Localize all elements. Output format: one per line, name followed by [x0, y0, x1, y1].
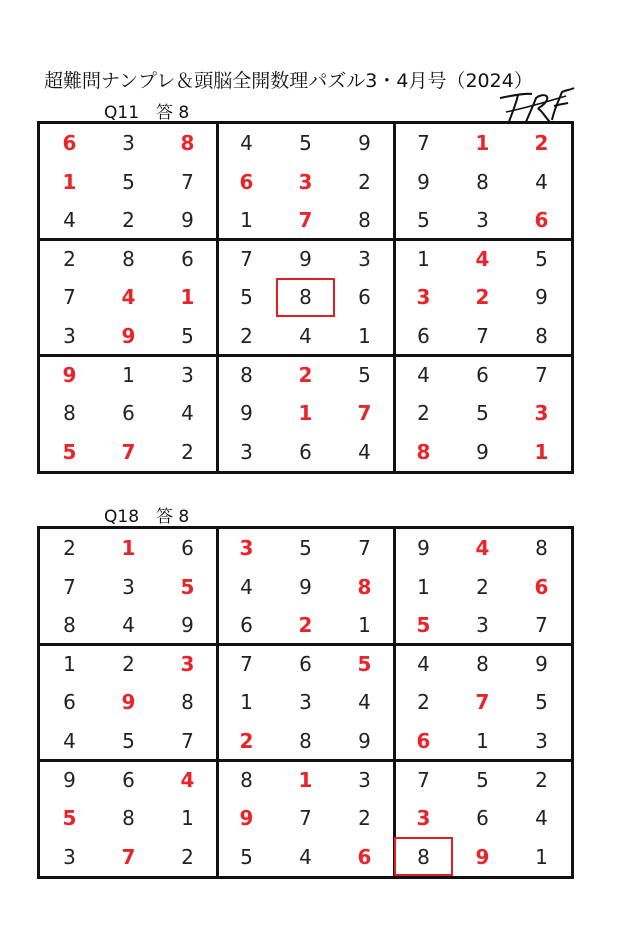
grid-cell-r6c9: 8 [535, 324, 548, 349]
grid-cell-r4c8: 8 [476, 651, 489, 676]
grid-cell-r3c9: 6 [534, 208, 549, 233]
grid-cell-r2c4: 4 [240, 574, 253, 599]
grid-cell-r1c1: 2 [63, 536, 76, 561]
grid-cell-r5c4: 5 [240, 285, 253, 310]
grid-cell-r1c8: 4 [475, 536, 490, 561]
grid-cell-r6c4: 2 [240, 324, 253, 349]
grid-cell-r7c5: 1 [298, 767, 313, 792]
grid-cell-r9c9: 1 [535, 844, 548, 869]
grid-cell-r7c1: 9 [62, 362, 77, 387]
grid-cell-r4c6: 5 [357, 651, 372, 676]
grid-cell-r7c3: 4 [180, 767, 195, 792]
grid-cell-r7c5: 2 [298, 362, 313, 387]
grid-cell-r1c8: 1 [475, 131, 490, 156]
grid-cell-r7c8: 5 [476, 767, 489, 792]
grid-cell-r5c1: 7 [63, 285, 76, 310]
grid-cell-r6c5: 4 [299, 324, 312, 349]
grid-cell-r7c9: 7 [535, 362, 548, 387]
grid-cell-r3c3: 9 [181, 208, 194, 233]
grid-cell-r2c1: 1 [62, 169, 77, 194]
grid-cell-r4c3: 6 [181, 246, 194, 271]
grid-cell-r8c2: 8 [122, 806, 135, 831]
grid-cell-r3c5: 7 [298, 208, 313, 233]
grid-cell-r7c1: 9 [63, 767, 76, 792]
grid-cell-r2c6: 8 [357, 574, 372, 599]
grid-cell-r6c2: 5 [122, 729, 135, 754]
grid-cell-r8c1: 8 [63, 401, 76, 426]
grid-cell-r8c3: 4 [181, 401, 194, 426]
grid-cell-r4c8: 4 [475, 246, 490, 271]
grid-cell-r5c3: 8 [181, 690, 194, 715]
grid-cell-r3c1: 8 [63, 613, 76, 638]
grid-cell-r1c4: 3 [239, 536, 254, 561]
grid-cell-r6c8: 7 [476, 324, 489, 349]
grid-cell-r6c6: 9 [358, 729, 371, 754]
grid-cell-r1c1: 6 [62, 131, 77, 156]
grid-cell-r5c8: 2 [475, 285, 490, 310]
grid-cell-r1c9: 2 [534, 131, 549, 156]
grid-cell-r3c2: 2 [122, 208, 135, 233]
grid-cell-r6c4: 2 [239, 729, 254, 754]
grid-cell-r9c1: 5 [62, 439, 77, 464]
grid-cell-r7c3: 3 [181, 362, 194, 387]
page-title: 超難問ナンプレ＆頭脳全開数理パズル3・4月号（2024） [44, 70, 533, 92]
grid-cell-r9c8: 9 [476, 439, 489, 464]
grid-cell-r8c3: 1 [181, 806, 194, 831]
grid-cell-r6c3: 7 [181, 729, 194, 754]
grid-cell-r6c2: 9 [121, 324, 136, 349]
grid-cell-r4c4: 7 [240, 651, 253, 676]
grid-cell-r6c8: 1 [476, 729, 489, 754]
grid-cell-r1c3: 6 [181, 536, 194, 561]
grid-cell-r2c9: 6 [534, 574, 549, 599]
grid-cell-r1c6: 9 [358, 131, 371, 156]
grid-cell-r2c8: 2 [476, 574, 489, 599]
grid-cell-r9c7: 8 [416, 439, 431, 464]
grid-cell-r5c8: 7 [475, 690, 490, 715]
grid-cell-r2c5: 9 [299, 574, 312, 599]
grid-cell-r8c9: 4 [535, 806, 548, 831]
grid-cell-r6c1: 3 [63, 324, 76, 349]
grid-cell-r8c4: 9 [239, 806, 254, 831]
grid-cell-r4c3: 3 [180, 651, 195, 676]
grid-cell-r4c2: 8 [122, 246, 135, 271]
grid-cell-r8c7: 2 [417, 401, 430, 426]
grid-cell-r9c3: 2 [181, 439, 194, 464]
grid-cell-r3c6: 8 [358, 208, 371, 233]
grid-cell-r8c2: 6 [122, 401, 135, 426]
grid-cell-r8c7: 3 [416, 806, 431, 831]
grid-cell-r9c6: 4 [358, 439, 371, 464]
grid-cell-r1c9: 8 [535, 536, 548, 561]
grid-cell-r6c3: 5 [181, 324, 194, 349]
grid-cell-r4c4: 7 [240, 246, 253, 271]
grid-cell-r1c5: 5 [299, 536, 312, 561]
grid-cell-r2c6: 2 [358, 169, 371, 194]
grid-cell-r2c2: 5 [122, 169, 135, 194]
grid-cell-r7c7: 7 [417, 767, 430, 792]
grid-cell-r1c7: 9 [417, 536, 430, 561]
grid-cell-r5c4: 1 [240, 690, 253, 715]
grid-cell-r3c6: 1 [358, 613, 371, 638]
grid-cell-r7c9: 2 [535, 767, 548, 792]
grid-cell-r6c6: 1 [358, 324, 371, 349]
grid-cell-r4c5: 6 [299, 651, 312, 676]
grid-cell-r7c2: 6 [122, 767, 135, 792]
answer-highlight-box [276, 278, 335, 317]
grid-cell-r2c3: 7 [181, 169, 194, 194]
grid-cell-r5c7: 3 [416, 285, 431, 310]
grid-cell-r8c1: 5 [62, 806, 77, 831]
grid-cell-r2c9: 4 [535, 169, 548, 194]
grid-cell-r3c4: 1 [240, 208, 253, 233]
grid-cell-r9c3: 2 [181, 844, 194, 869]
grid-cell-r3c8: 3 [476, 208, 489, 233]
grid-cell-r8c5: 7 [299, 806, 312, 831]
grid-cell-r7c2: 1 [122, 362, 135, 387]
grid-cell-r9c1: 3 [63, 844, 76, 869]
grid-cell-r5c2: 9 [121, 690, 136, 715]
grid-cell-r7c6: 3 [358, 767, 371, 792]
grid-cell-r3c3: 9 [181, 613, 194, 638]
grid-cell-r3c5: 2 [298, 613, 313, 638]
grid-cell-r5c1: 6 [63, 690, 76, 715]
grid-cell-r1c2: 3 [122, 131, 135, 156]
grid-cell-r9c9: 1 [534, 439, 549, 464]
grid-cell-r9c8: 9 [475, 844, 490, 869]
grid-cell-r7c7: 4 [417, 362, 430, 387]
grid-cell-r1c7: 7 [417, 131, 430, 156]
grid-cell-r1c4: 4 [240, 131, 253, 156]
grid-cell-r4c7: 4 [417, 651, 430, 676]
grid-cell-r3c7: 5 [416, 613, 431, 638]
grid-cell-r6c1: 4 [63, 729, 76, 754]
grid-cell-r5c7: 2 [417, 690, 430, 715]
grid-cell-r2c8: 8 [476, 169, 489, 194]
puzzle-label-q18: Q18 答 8 [104, 507, 190, 527]
grid-cell-r8c6: 2 [358, 806, 371, 831]
grid-cell-r5c5: 3 [299, 690, 312, 715]
grid-cell-r8c8: 6 [476, 806, 489, 831]
grid-cell-r9c5: 6 [299, 439, 312, 464]
grid-cell-r1c2: 1 [121, 536, 136, 561]
grid-cell-r9c6: 6 [357, 844, 372, 869]
grid-cell-r8c8: 5 [476, 401, 489, 426]
grid-cell-r5c9: 9 [535, 285, 548, 310]
grid-cell-r9c4: 5 [240, 844, 253, 869]
grid-cell-r5c6: 6 [358, 285, 371, 310]
grid-cell-r4c1: 1 [63, 651, 76, 676]
grid-cell-r3c1: 4 [63, 208, 76, 233]
grid-cell-r2c1: 7 [63, 574, 76, 599]
grid-cell-r4c7: 1 [417, 246, 430, 271]
grid-cell-r6c7: 6 [417, 324, 430, 349]
grid-cell-r2c7: 9 [417, 169, 430, 194]
grid-cell-r4c2: 2 [122, 651, 135, 676]
grid-cell-r3c7: 5 [417, 208, 430, 233]
grid-cell-r9c2: 7 [121, 844, 136, 869]
grid-cell-r9c7: 8 [417, 844, 430, 869]
grid-cell-r5c6: 4 [358, 690, 371, 715]
grid-cell-r2c2: 3 [122, 574, 135, 599]
grid-cell-r4c6: 3 [358, 246, 371, 271]
grid-cell-r9c2: 7 [121, 439, 136, 464]
grid-cell-r1c5: 5 [299, 131, 312, 156]
grid-cell-r2c3: 5 [180, 574, 195, 599]
grid-cell-r6c5: 8 [299, 729, 312, 754]
grid-cell-r8c9: 3 [534, 401, 549, 426]
grid-cell-r3c9: 7 [535, 613, 548, 638]
grid-cell-r2c4: 6 [239, 169, 254, 194]
puzzle-label-q11: Q11 答 8 [104, 103, 190, 123]
grid-cell-r9c5: 4 [299, 844, 312, 869]
grid-cell-r7c4: 8 [240, 767, 253, 792]
grid-cell-r1c3: 8 [180, 131, 195, 156]
grid-cell-r6c7: 6 [416, 729, 431, 754]
answer-highlight-box [394, 837, 453, 876]
grid-cell-r9c4: 3 [240, 439, 253, 464]
grid-cell-r6c9: 3 [535, 729, 548, 754]
sudoku-grid-q18 [37, 526, 574, 879]
grid-cell-r8c5: 1 [298, 401, 313, 426]
grid-cell-r4c5: 9 [299, 246, 312, 271]
sudoku-grid-q11 [37, 121, 574, 474]
grid-cell-r1c6: 7 [358, 536, 371, 561]
grid-cell-r3c2: 4 [122, 613, 135, 638]
grid-cell-r4c9: 5 [535, 246, 548, 271]
grid-cell-r4c1: 2 [63, 246, 76, 271]
grid-cell-r7c4: 8 [240, 362, 253, 387]
grid-cell-r7c8: 6 [476, 362, 489, 387]
grid-cell-r2c7: 1 [417, 574, 430, 599]
grid-cell-r5c2: 4 [121, 285, 136, 310]
grid-cell-r5c9: 5 [535, 690, 548, 715]
grid-cell-r2c5: 3 [298, 169, 313, 194]
grid-cell-r5c3: 1 [180, 285, 195, 310]
grid-cell-r7c6: 5 [358, 362, 371, 387]
grid-cell-r8c4: 9 [240, 401, 253, 426]
grid-cell-r8c6: 7 [357, 401, 372, 426]
grid-cell-r4c9: 9 [535, 651, 548, 676]
grid-cell-r3c8: 3 [476, 613, 489, 638]
grid-cell-r5c5: 8 [299, 285, 312, 310]
grid-cell-r3c4: 6 [240, 613, 253, 638]
